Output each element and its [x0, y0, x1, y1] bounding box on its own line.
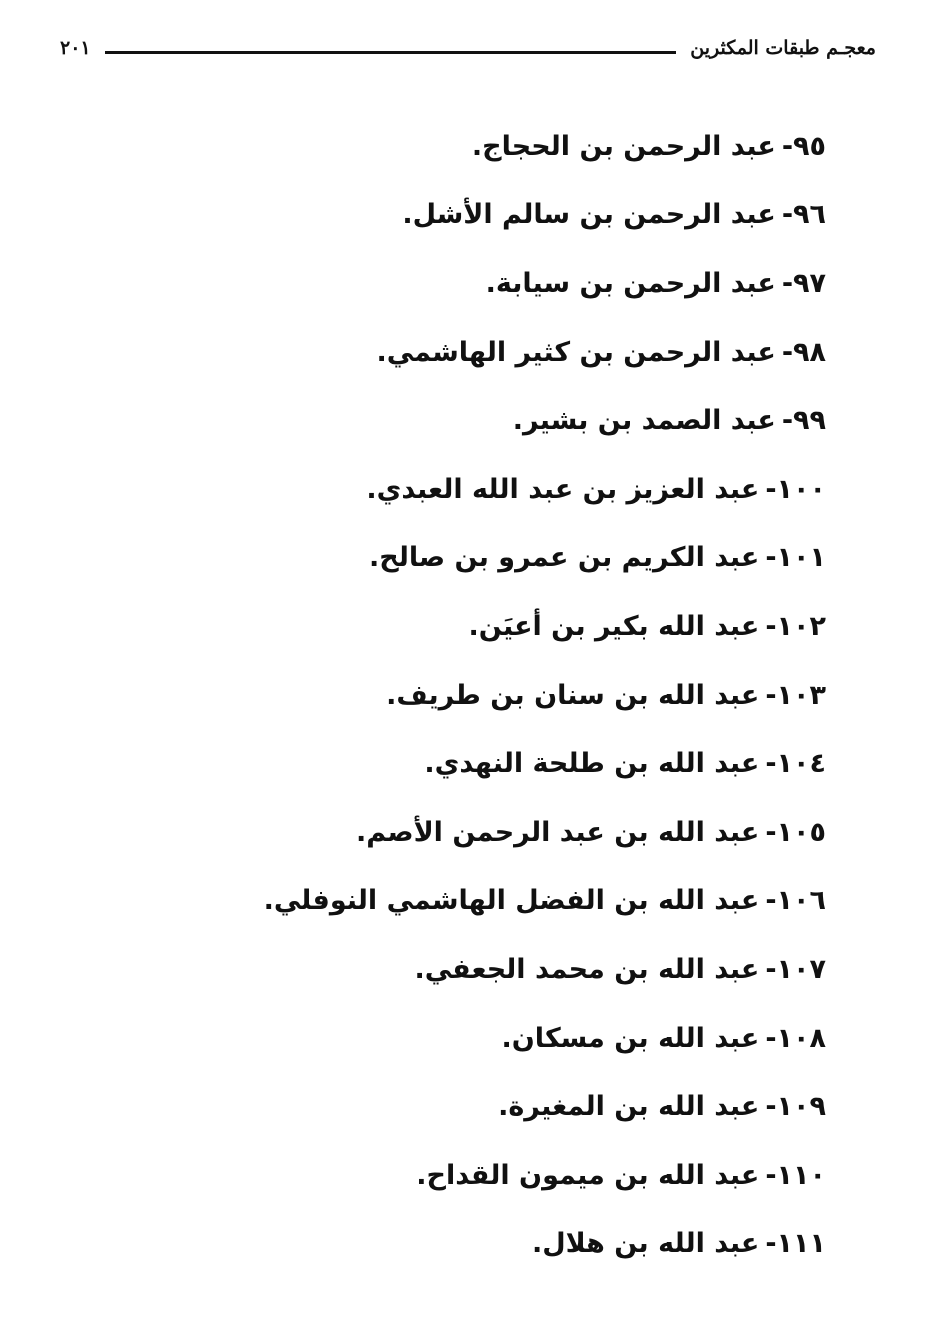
list-item — [226, 318, 826, 387]
entry-text: عبد الله بن سنان بن طريف. — [386, 679, 760, 711]
entry-number: ١٠٩- — [765, 1091, 826, 1123]
list-item — [226, 455, 826, 524]
list-item — [226, 1141, 826, 1210]
list-item — [226, 935, 826, 1004]
entry-text: عبد الرحمن بن سيابة. — [485, 267, 776, 299]
list-item — [226, 1004, 826, 1073]
list-item — [226, 729, 826, 798]
entry-text: عبد الله بن ميمون القداح. — [416, 1159, 760, 1191]
entry-text: عبد الله بن محمد الجعفي. — [414, 953, 760, 985]
entry-number: ٩٩- — [781, 405, 826, 437]
entry-number: ١٠٦- — [765, 885, 826, 917]
list-item — [226, 592, 826, 661]
entry-text: عبد الله بن طلحة النهدي. — [424, 748, 760, 780]
entry-text: عبد الرحمن بن كثير الهاشمي. — [376, 336, 776, 368]
header-title: معجـم طبقات المكثرين — [690, 37, 876, 59]
list-item — [226, 181, 826, 250]
entry-number: ١٠٥- — [765, 816, 826, 848]
entry-number: ٩٧- — [781, 267, 826, 299]
entry-number: ١٠٤- — [765, 748, 826, 780]
list-item — [226, 1072, 826, 1141]
entry-text: عبد الرحمن بن سالم الأشل. — [402, 199, 776, 231]
entry-number: ١٠٢- — [765, 610, 826, 642]
list-item — [226, 112, 826, 181]
entry-text: عبد الله بن المغيرة. — [498, 1091, 760, 1123]
entry-text: عبد الكريم بن عمرو بن صالح. — [368, 542, 760, 574]
entry-number: ١٠٧- — [765, 953, 826, 985]
entry-text: عبد الرحمن بن الحجاج. — [471, 130, 776, 162]
entry-text: عبد الله بكير بن أعيَن. — [468, 610, 760, 642]
list-item — [226, 798, 826, 867]
page-number: ٢٠١ — [60, 37, 91, 59]
entry-list — [226, 112, 826, 1278]
entry-number: ١٠١- — [765, 542, 826, 574]
list-item — [226, 249, 826, 318]
entry-number: ١١١- — [765, 1228, 826, 1260]
entry-number: ١٠٨- — [765, 1022, 826, 1054]
list-item — [226, 386, 826, 455]
list-item — [226, 867, 826, 936]
entry-text: عبد الله بن هلال. — [531, 1228, 760, 1260]
running-header — [60, 28, 876, 68]
entry-number: ٩٥- — [781, 130, 826, 162]
entry-text: عبد الله بن عبد الرحمن الأصم. — [356, 816, 760, 848]
list-item — [226, 524, 826, 593]
entry-number: ١١٠- — [765, 1159, 826, 1191]
list-item — [226, 1210, 826, 1279]
entry-number: ١٠٣- — [765, 679, 826, 711]
entry-text: عبد الله بن الفضل الهاشمي النوفلي. — [263, 885, 760, 917]
entry-number: ٩٨- — [781, 336, 826, 368]
entry-text: عبد الله بن مسكان. — [501, 1022, 760, 1054]
header-rule — [105, 51, 677, 54]
entry-text: عبد العزيز بن عبد الله العبدي. — [366, 473, 760, 505]
entry-number: ٩٦- — [781, 199, 826, 231]
entry-number: ١٠٠- — [765, 473, 826, 505]
list-item — [226, 661, 826, 730]
entry-text: عبد الصمد بن بشير. — [512, 405, 776, 437]
